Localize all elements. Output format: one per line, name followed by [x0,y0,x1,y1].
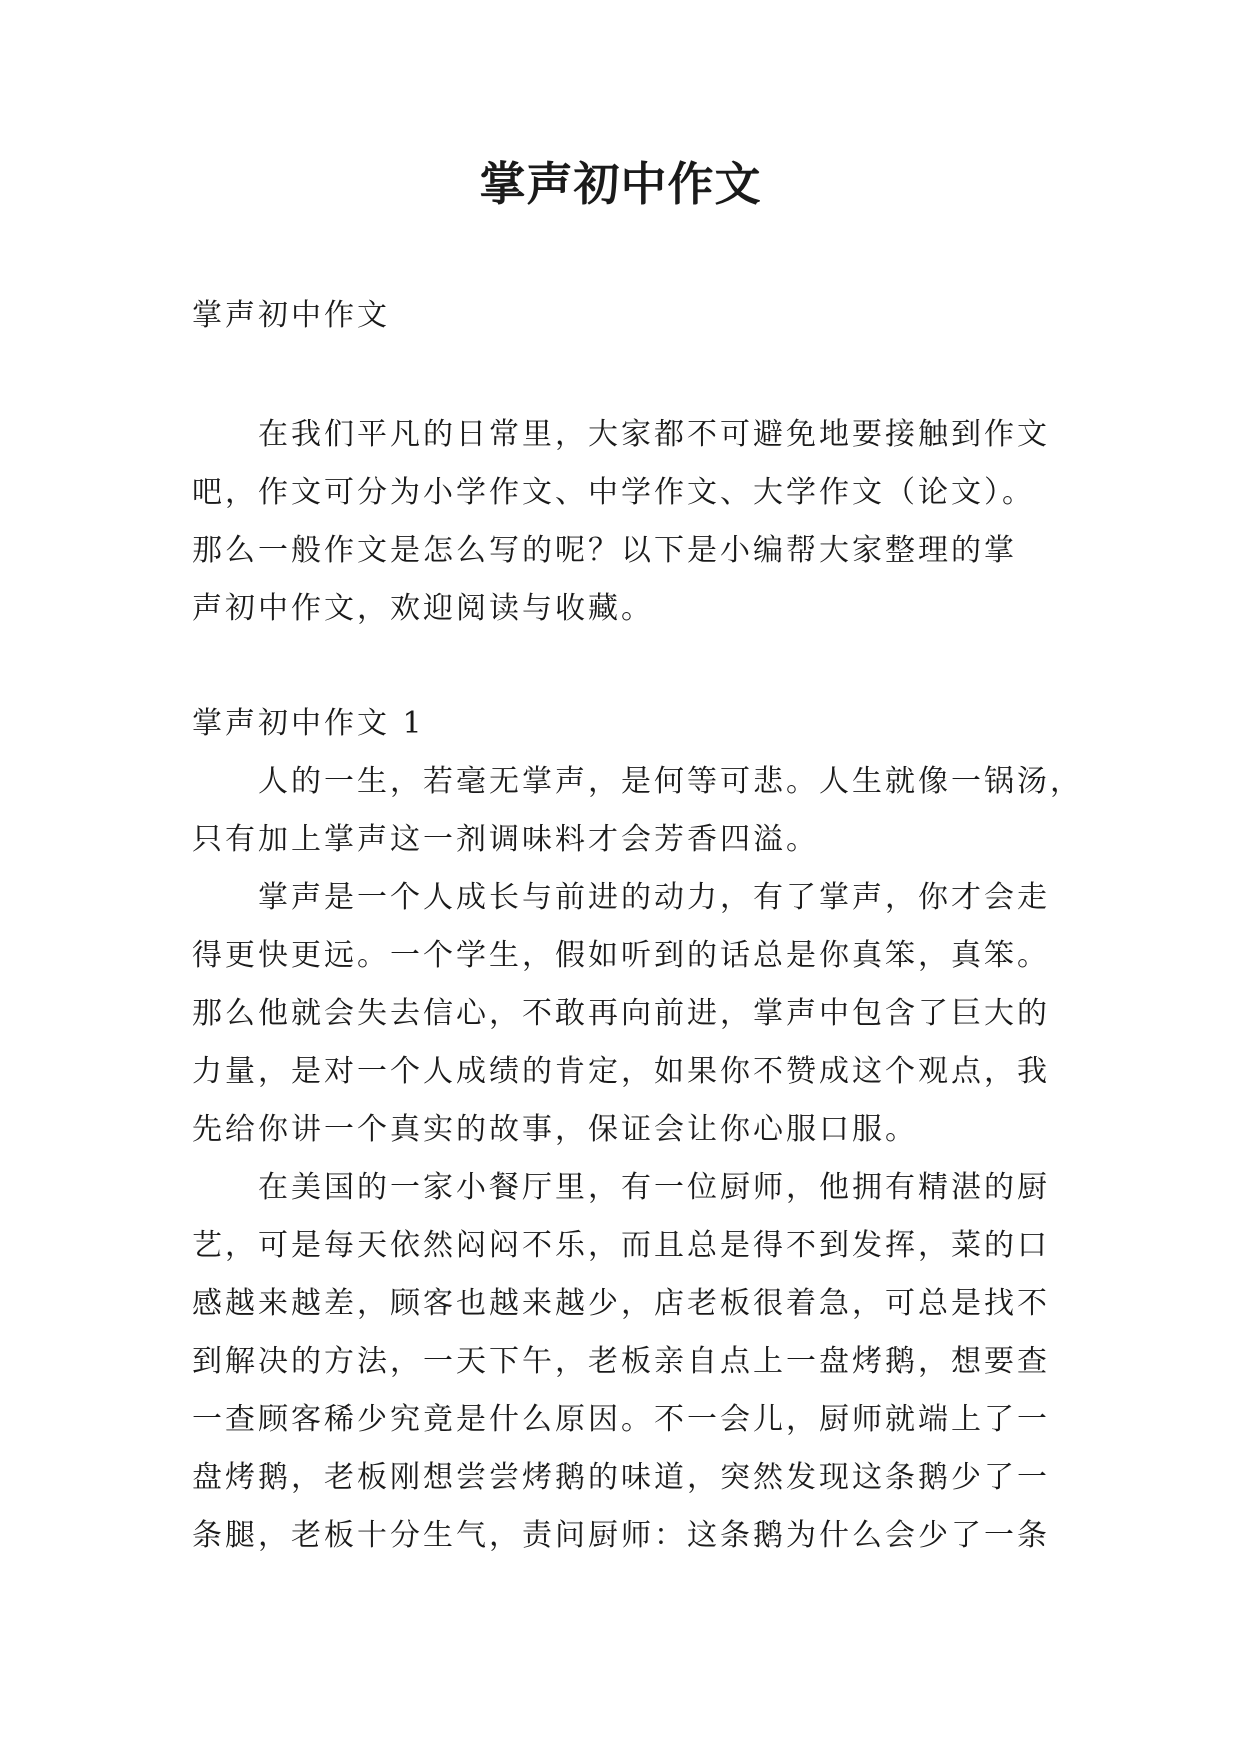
text-line: 艺，可是每天依然闷闷不乐，而且总是得不到发挥，菜的口 [192,1228,1050,1263]
text-line: 先给你讲一个真实的故事，保证会让你心服口服。 [192,1112,918,1147]
text-line: 条腿，老板十分生气，责问厨师：这条鹅为什么会少了一条 [192,1518,1050,1553]
text-line: 吧，作文可分为小学作文、中学作文、大学作文（论文）。 [192,475,1035,510]
text-line: 在美国的一家小餐厅里，有一位厨师，他拥有精湛的厨 [258,1170,1050,1205]
text-line: 人的一生，若毫无掌声，是何等可悲。人生就像一锅汤， [258,764,1083,799]
text-line: 盘烤鹅，老板刚想尝尝烤鹅的味道，突然发现这条鹅少了一 [192,1460,1050,1495]
text-line: 声初中作文，欢迎阅读与收藏。 [192,591,654,626]
text-line: 在我们平凡的日常里，大家都不可避免地要接触到作文 [258,417,1050,452]
text-line: 那么他就会失去信心，不敢再向前进，掌声中包含了巨大的 [192,996,1050,1031]
essay-body [192,753,1083,1565]
text-line: 力量，是对一个人成绩的肯定，如果你不赞成这个观点，我 [192,1054,1050,1089]
text-line: 感越来越差，顾客也越来越少，店老板很着急，可总是找不 [192,1286,1050,1321]
section-heading: 掌声初中作文 1 [192,706,425,741]
text-line: 只有加上掌声这一剂调味料才会芳香四溢。 [192,822,819,857]
text-line: 一查顾客稀少究竟是什么原因。不一会儿，厨师就端上了一 [192,1402,1050,1437]
intro-paragraph [192,406,1072,638]
text-line: 掌声是一个人成长与前进的动力，有了掌声，你才会走 [258,880,1050,915]
text-line: 那么一般作文是怎么写的呢？以下是小编帮大家整理的掌 [192,533,1017,568]
text-line: 得更快更远。一个学生，假如听到的话总是你真笨，真笨。 [192,938,1050,973]
document-title: 掌声初中作文 [479,157,762,211]
text-line: 到解决的方法，一天下午，老板亲自点上一盘烤鹅，想要查 [192,1344,1050,1379]
document-subtitle: 掌声初中作文 [192,298,390,333]
